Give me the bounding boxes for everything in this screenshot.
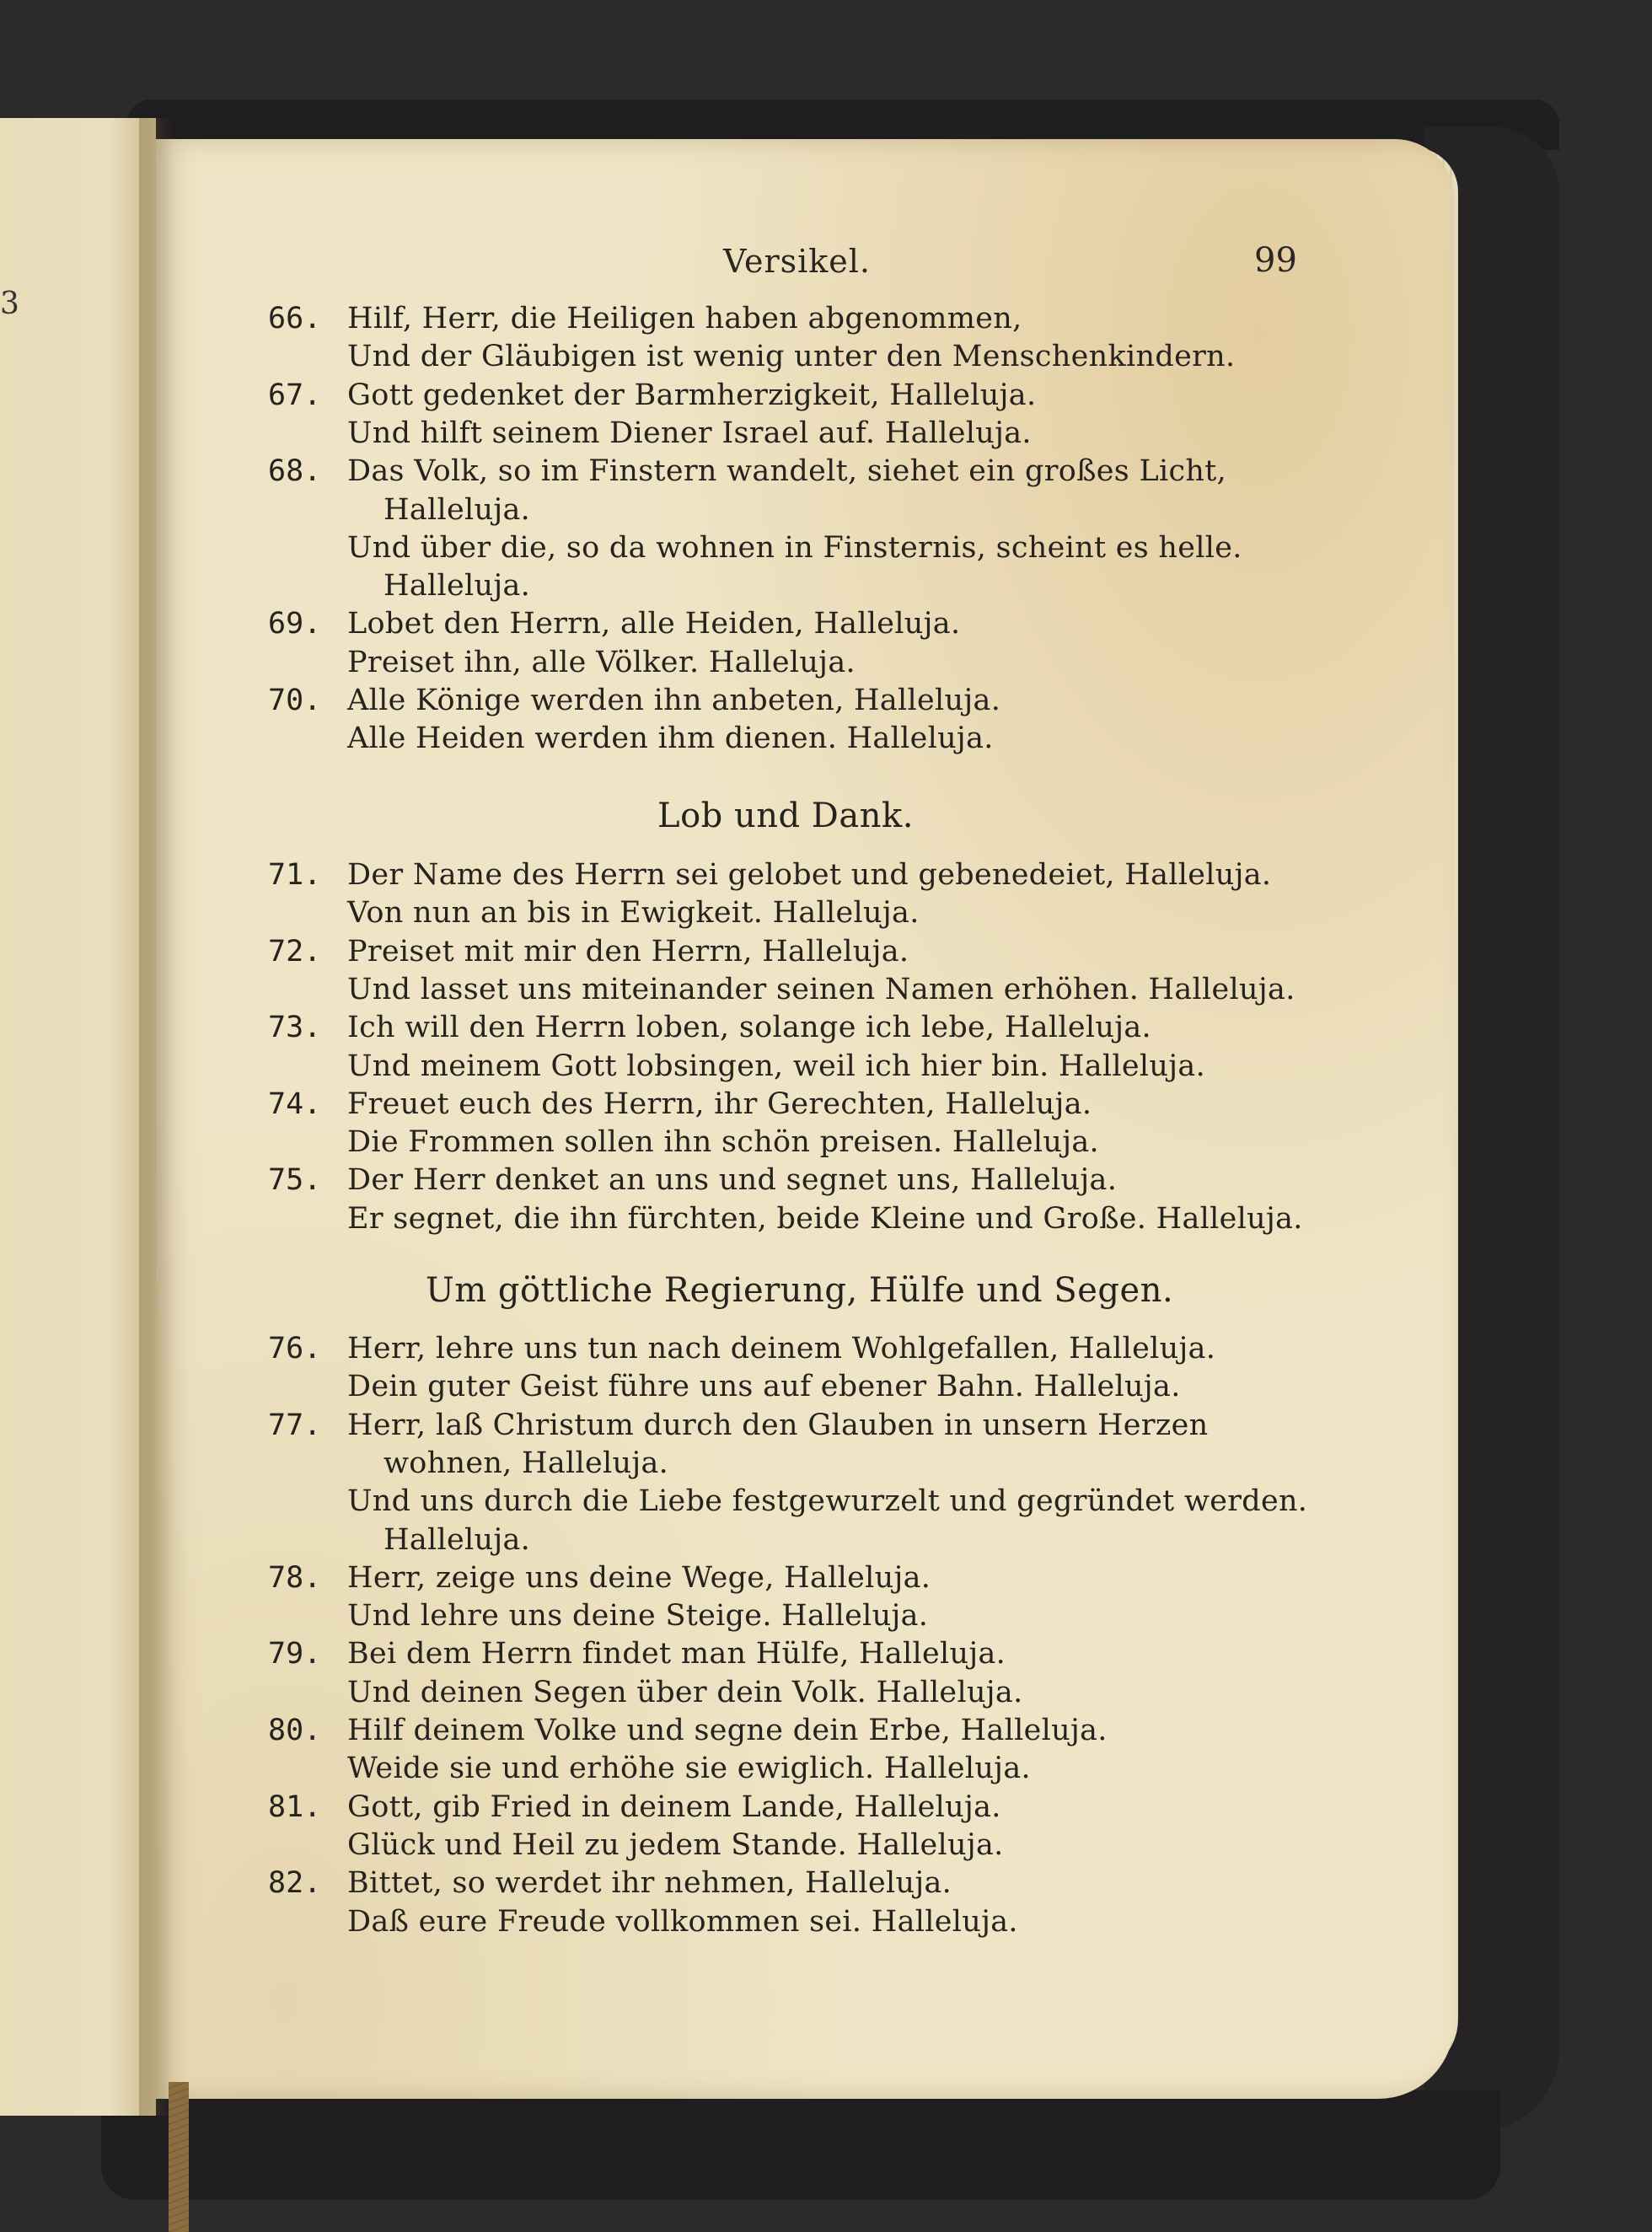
verse-number: 66. <box>268 302 322 335</box>
verse-number: 67. <box>268 378 322 412</box>
verse-number: 69. <box>268 607 322 641</box>
verse-number: 72. <box>268 934 322 968</box>
verse-line: Alle Heiden werden ihm dienen. Halleluja. <box>347 722 994 756</box>
verse-number: 81. <box>268 1789 322 1824</box>
verse-line: Bittet, so werdet ihr nehmen, Halleluja. <box>347 1866 952 1901</box>
verse-line: Und deinen Segen über dein Volk. Halleluja. <box>347 1675 1023 1709</box>
section-heading: Um göttliche Regierung, Hülfe und Segen. <box>426 1271 1174 1310</box>
verse-line: Daß eure Freude vollkommen sei. Halleluja. <box>347 1904 1018 1939</box>
verse-line: wohnen, Halleluja. <box>384 1446 669 1480</box>
page-number: 99 <box>1254 241 1297 280</box>
verse-line: Und über die, so da wohnen in Finsternis, scheint es helle. <box>347 530 1242 565</box>
verse-number: 77. <box>268 1408 322 1442</box>
verse-number: 76. <box>268 1332 322 1365</box>
verse-line: Herr, lehre uns tun nach deinem Wohlgefallen, Halleluja. <box>347 1332 1216 1365</box>
verse-line: Bei dem Herrn findet man Hülfe, Halleluja. <box>347 1637 1006 1671</box>
verse-line: Preiset mit mir den Herrn, Halleluja. <box>347 934 909 968</box>
book-cover-bottom <box>101 2090 1500 2200</box>
verse-number: 68. <box>268 454 322 489</box>
verse-number: 82. <box>268 1866 322 1901</box>
section-heading: Lob und Dank. <box>657 797 914 835</box>
verse-number: 71. <box>268 858 322 892</box>
left-page <box>0 118 156 2116</box>
verse-line: Lobet den Herrn, alle Heiden, Halleluja. <box>347 607 961 641</box>
verse-line: Freuet euch des Herrn, ihr Gerechten, Halleluja. <box>347 1086 1092 1121</box>
verse-line: Von nun an bis in Ewigkeit. Halleluja. <box>347 896 920 931</box>
verse-line: Herr, zeige uns deine Wege, Halleluja. <box>347 1560 931 1595</box>
verse-line: Weide sie und erhöhe sie ewiglich. Halleluja. <box>347 1752 1031 1786</box>
verse-line: Und hilft seinem Diener Israel auf. Halleluja. <box>347 416 1032 450</box>
verse-line: Halleluja. <box>384 569 531 604</box>
verse-line: Gott gedenket der Barmherzigkeit, Halleluja. <box>347 378 1037 412</box>
verse-line: Und der Gläubigen ist wenig unter den Menschenkindern. <box>347 340 1236 374</box>
verse-number: 80. <box>268 1714 322 1747</box>
left-page-mark: 3 <box>0 287 19 321</box>
verse-line: Und lasset uns miteinander seinen Namen erhöhen. Halleluja. <box>347 972 1295 1006</box>
verse-line: Ich will den Herrn loben, solange ich lebe, Halleluja. <box>347 1011 1151 1045</box>
bookmark-ribbon <box>169 2082 189 2232</box>
verse-line: Halleluja. <box>384 1522 531 1557</box>
verse-line: Dein guter Geist führe uns auf ebener Bahn. Halleluja. <box>347 1370 1181 1404</box>
verse-number: 74. <box>268 1086 322 1121</box>
verse-line: Die Frommen sollen ihn schön preisen. Halleluja. <box>347 1125 1099 1160</box>
verse-line: Das Volk, so im Finstern wandelt, siehet ein großes Licht, <box>347 454 1227 489</box>
verse-line: Halleluja. <box>384 492 531 527</box>
verse-line: Alle Könige werden ihn anbeten, Halleluja. <box>347 684 1001 717</box>
verse-line: Der Name des Herrn sei gelobet und gebenedeiet, Halleluja. <box>347 858 1272 892</box>
running-header: Versikel. <box>723 243 872 280</box>
verse-line: Herr, laß Christum durch den Glauben in unsern Herzen <box>347 1408 1209 1442</box>
verse-number: 78. <box>268 1560 322 1595</box>
verse-line: Der Herr denket an uns und segnet uns, Halleluja. <box>347 1163 1118 1198</box>
verse-line: Hilf deinem Volke und segne dein Erbe, Halleluja. <box>347 1714 1108 1747</box>
verse-line: Und uns durch die Liebe festgewurzelt und gegründet werden. <box>347 1484 1308 1519</box>
verse-line: Und lehre uns deine Steige. Halleluja. <box>347 1599 929 1634</box>
verse-line: Und meinem Gott lobsingen, weil ich hier bin. Halleluja. <box>347 1049 1206 1083</box>
verse-number: 79. <box>268 1637 322 1671</box>
verse-number: 75. <box>268 1163 322 1198</box>
verse-line: Gott, gib Fried in deinem Lande, Halleluja. <box>347 1789 1001 1824</box>
verse-line: Er segnet, die ihn fürchten, beide Kleine und Große. Halleluja. <box>347 1201 1303 1236</box>
verse-line: Glück und Heil zu jedem Stande. Halleluja. <box>347 1827 1004 1862</box>
verse-line: Preiset ihn, alle Völker. Halleluja. <box>347 645 856 679</box>
verse-line: Hilf, Herr, die Heiligen haben abgenommen, <box>347 302 1022 335</box>
spine-shadow <box>139 118 173 2116</box>
verse-number: 73. <box>268 1011 322 1045</box>
verse-number: 70. <box>268 684 322 717</box>
